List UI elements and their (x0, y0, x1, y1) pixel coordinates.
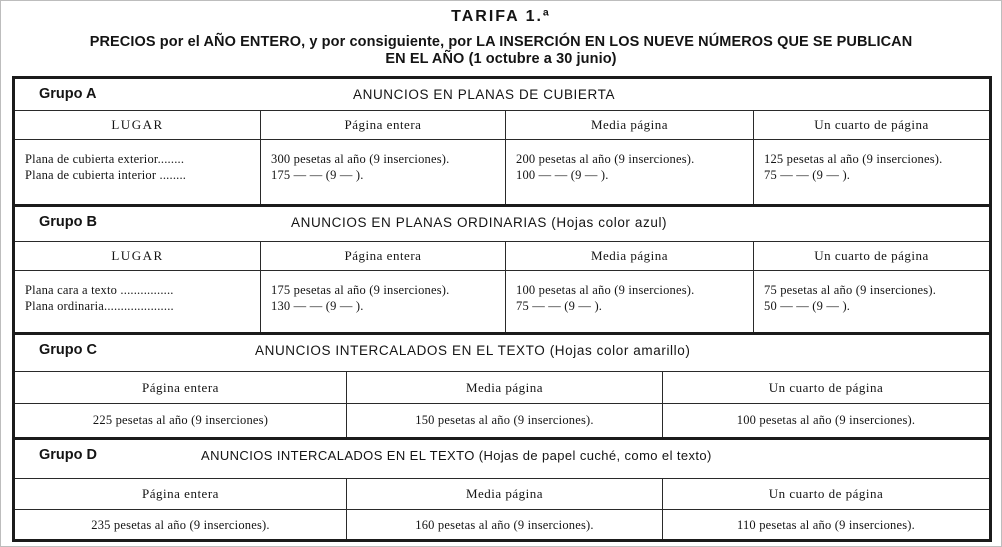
group-d-grid (15, 478, 989, 539)
group-b-col-lugar (15, 242, 260, 332)
group-d (15, 440, 989, 539)
table-cell: 175 pesetas al año (9 inserciones). (271, 283, 450, 297)
column-header: Página entera (142, 486, 219, 501)
column-header: Un cuarto de página (814, 117, 929, 132)
column-body (15, 403, 346, 437)
group-c-col-cuarto (662, 372, 989, 437)
column-body (754, 270, 989, 332)
column-header: LUGAR (111, 248, 164, 263)
group-d-col-cuarto (662, 479, 989, 539)
table-cell: Plana de cubierta interior ........ (25, 168, 187, 182)
subtitle-line-1: PRECIOS por el AÑO ENTERO, y por consiguiente, por LA INSERCIÓN EN LOS NUEVE NÚMEROS QUE SE PUBLICAN (89, 34, 913, 50)
group-b-col-media (505, 242, 753, 332)
table-cell: 100 pesetas al año (9 inserciones). (516, 283, 695, 297)
table-cell: 100 pesetas al año (9 inserciones). (736, 413, 916, 427)
tariff-table (12, 76, 992, 542)
table-cell: 125 pesetas al año (9 inserciones). (764, 152, 943, 166)
table-cell: 160 pesetas al año (9 inserciones). (415, 518, 594, 532)
group-a-header (15, 79, 989, 109)
table-cell: 200 pesetas al año (9 inserciones). (516, 152, 695, 166)
group-a-grid (15, 110, 989, 204)
table-cell: 225 pesetas al año (9 inserciones) (92, 413, 269, 427)
table-cell: 150 pesetas al año (9 inserciones). (415, 413, 594, 427)
group-d-title: ANUNCIOS INTERCALADOS EN EL TEXTO (Hojas de papel cuché, como el texto) (201, 448, 712, 463)
table-cell: 50 — — (9 — ). (764, 299, 851, 313)
group-d-label: Grupo D (39, 447, 97, 463)
column-header: Media página (465, 380, 544, 395)
column-body (261, 139, 505, 204)
column-body (15, 509, 346, 539)
column-body (15, 270, 260, 332)
group-b-title: ANUNCIOS EN PLANAS ORDINARIAS (Hojas color azul) (291, 215, 668, 230)
group-b-col-cuarto (753, 242, 989, 332)
column-body (15, 139, 260, 204)
group-b-header (15, 207, 989, 237)
column-header: Media página (465, 486, 544, 501)
group-c-title: ANUNCIOS INTERCALADOS EN EL TEXTO (Hojas color amarillo) (255, 343, 691, 358)
column-body (347, 509, 662, 539)
group-a-col-lugar (15, 111, 260, 204)
table-cell: 130 — — (9 — ). (271, 299, 364, 313)
table-cell: Plana ordinaria..................... (25, 299, 174, 313)
group-c-grid (15, 371, 989, 437)
table-cell: Plana de cubierta exterior........ (25, 152, 185, 166)
group-c-label: Grupo C (39, 342, 97, 358)
table-cell: Plana cara a texto ................ (25, 283, 174, 297)
group-b-col-entera (260, 242, 505, 332)
column-header: Media página (590, 248, 669, 263)
column-header: Un cuarto de página (768, 380, 884, 395)
column-body (347, 403, 662, 437)
group-b-grid (15, 241, 989, 332)
table-cell: 75 pesetas al año (9 inserciones). (764, 283, 937, 297)
column-body (506, 139, 753, 204)
table-cell: 235 pesetas al año (9 inserciones). (91, 518, 270, 532)
group-c (15, 335, 989, 440)
column-header: Página entera (344, 117, 422, 132)
table-cell: 110 pesetas al año (9 inserciones). (736, 518, 915, 532)
group-d-header (15, 440, 989, 470)
page-title: TARIFA 1.ª (451, 8, 551, 25)
group-a (15, 79, 989, 207)
group-c-header (15, 335, 989, 365)
table-cell: 75 — — (9 — ). (764, 168, 851, 182)
table-cell: 75 — — (9 — ). (516, 299, 603, 313)
column-body (506, 270, 753, 332)
group-d-col-entera (15, 479, 346, 539)
column-body (663, 403, 989, 437)
group-d-col-media (346, 479, 662, 539)
subtitle-line-2: EN EL AÑO (1 octubre a 30 junio) (385, 51, 617, 67)
column-body (754, 139, 989, 204)
table-cell: 100 — — (9 — ). (516, 168, 609, 182)
group-a-title: ANUNCIOS EN PLANAS DE CUBIERTA (353, 87, 616, 102)
group-b-label: Grupo B (39, 214, 97, 230)
table-cell: 175 — — (9 — ). (271, 168, 364, 182)
group-a-col-media (505, 111, 753, 204)
column-header: Página entera (344, 248, 422, 263)
column-body (261, 270, 505, 332)
group-c-col-media (346, 372, 662, 437)
column-header: Un cuarto de página (768, 486, 884, 501)
group-a-label: Grupo A (39, 86, 97, 102)
column-header: LUGAR (111, 117, 164, 132)
group-a-col-entera (260, 111, 505, 204)
group-c-col-entera (15, 372, 346, 437)
page-subtitle (4, 34, 998, 68)
column-header: Página entera (142, 380, 219, 395)
table-cell: 300 pesetas al año (9 inserciones). (271, 152, 450, 166)
group-a-col-cuarto (753, 111, 989, 204)
group-b (15, 207, 989, 335)
column-body (663, 509, 989, 539)
column-header: Media página (590, 117, 669, 132)
column-header: Un cuarto de página (814, 248, 929, 263)
